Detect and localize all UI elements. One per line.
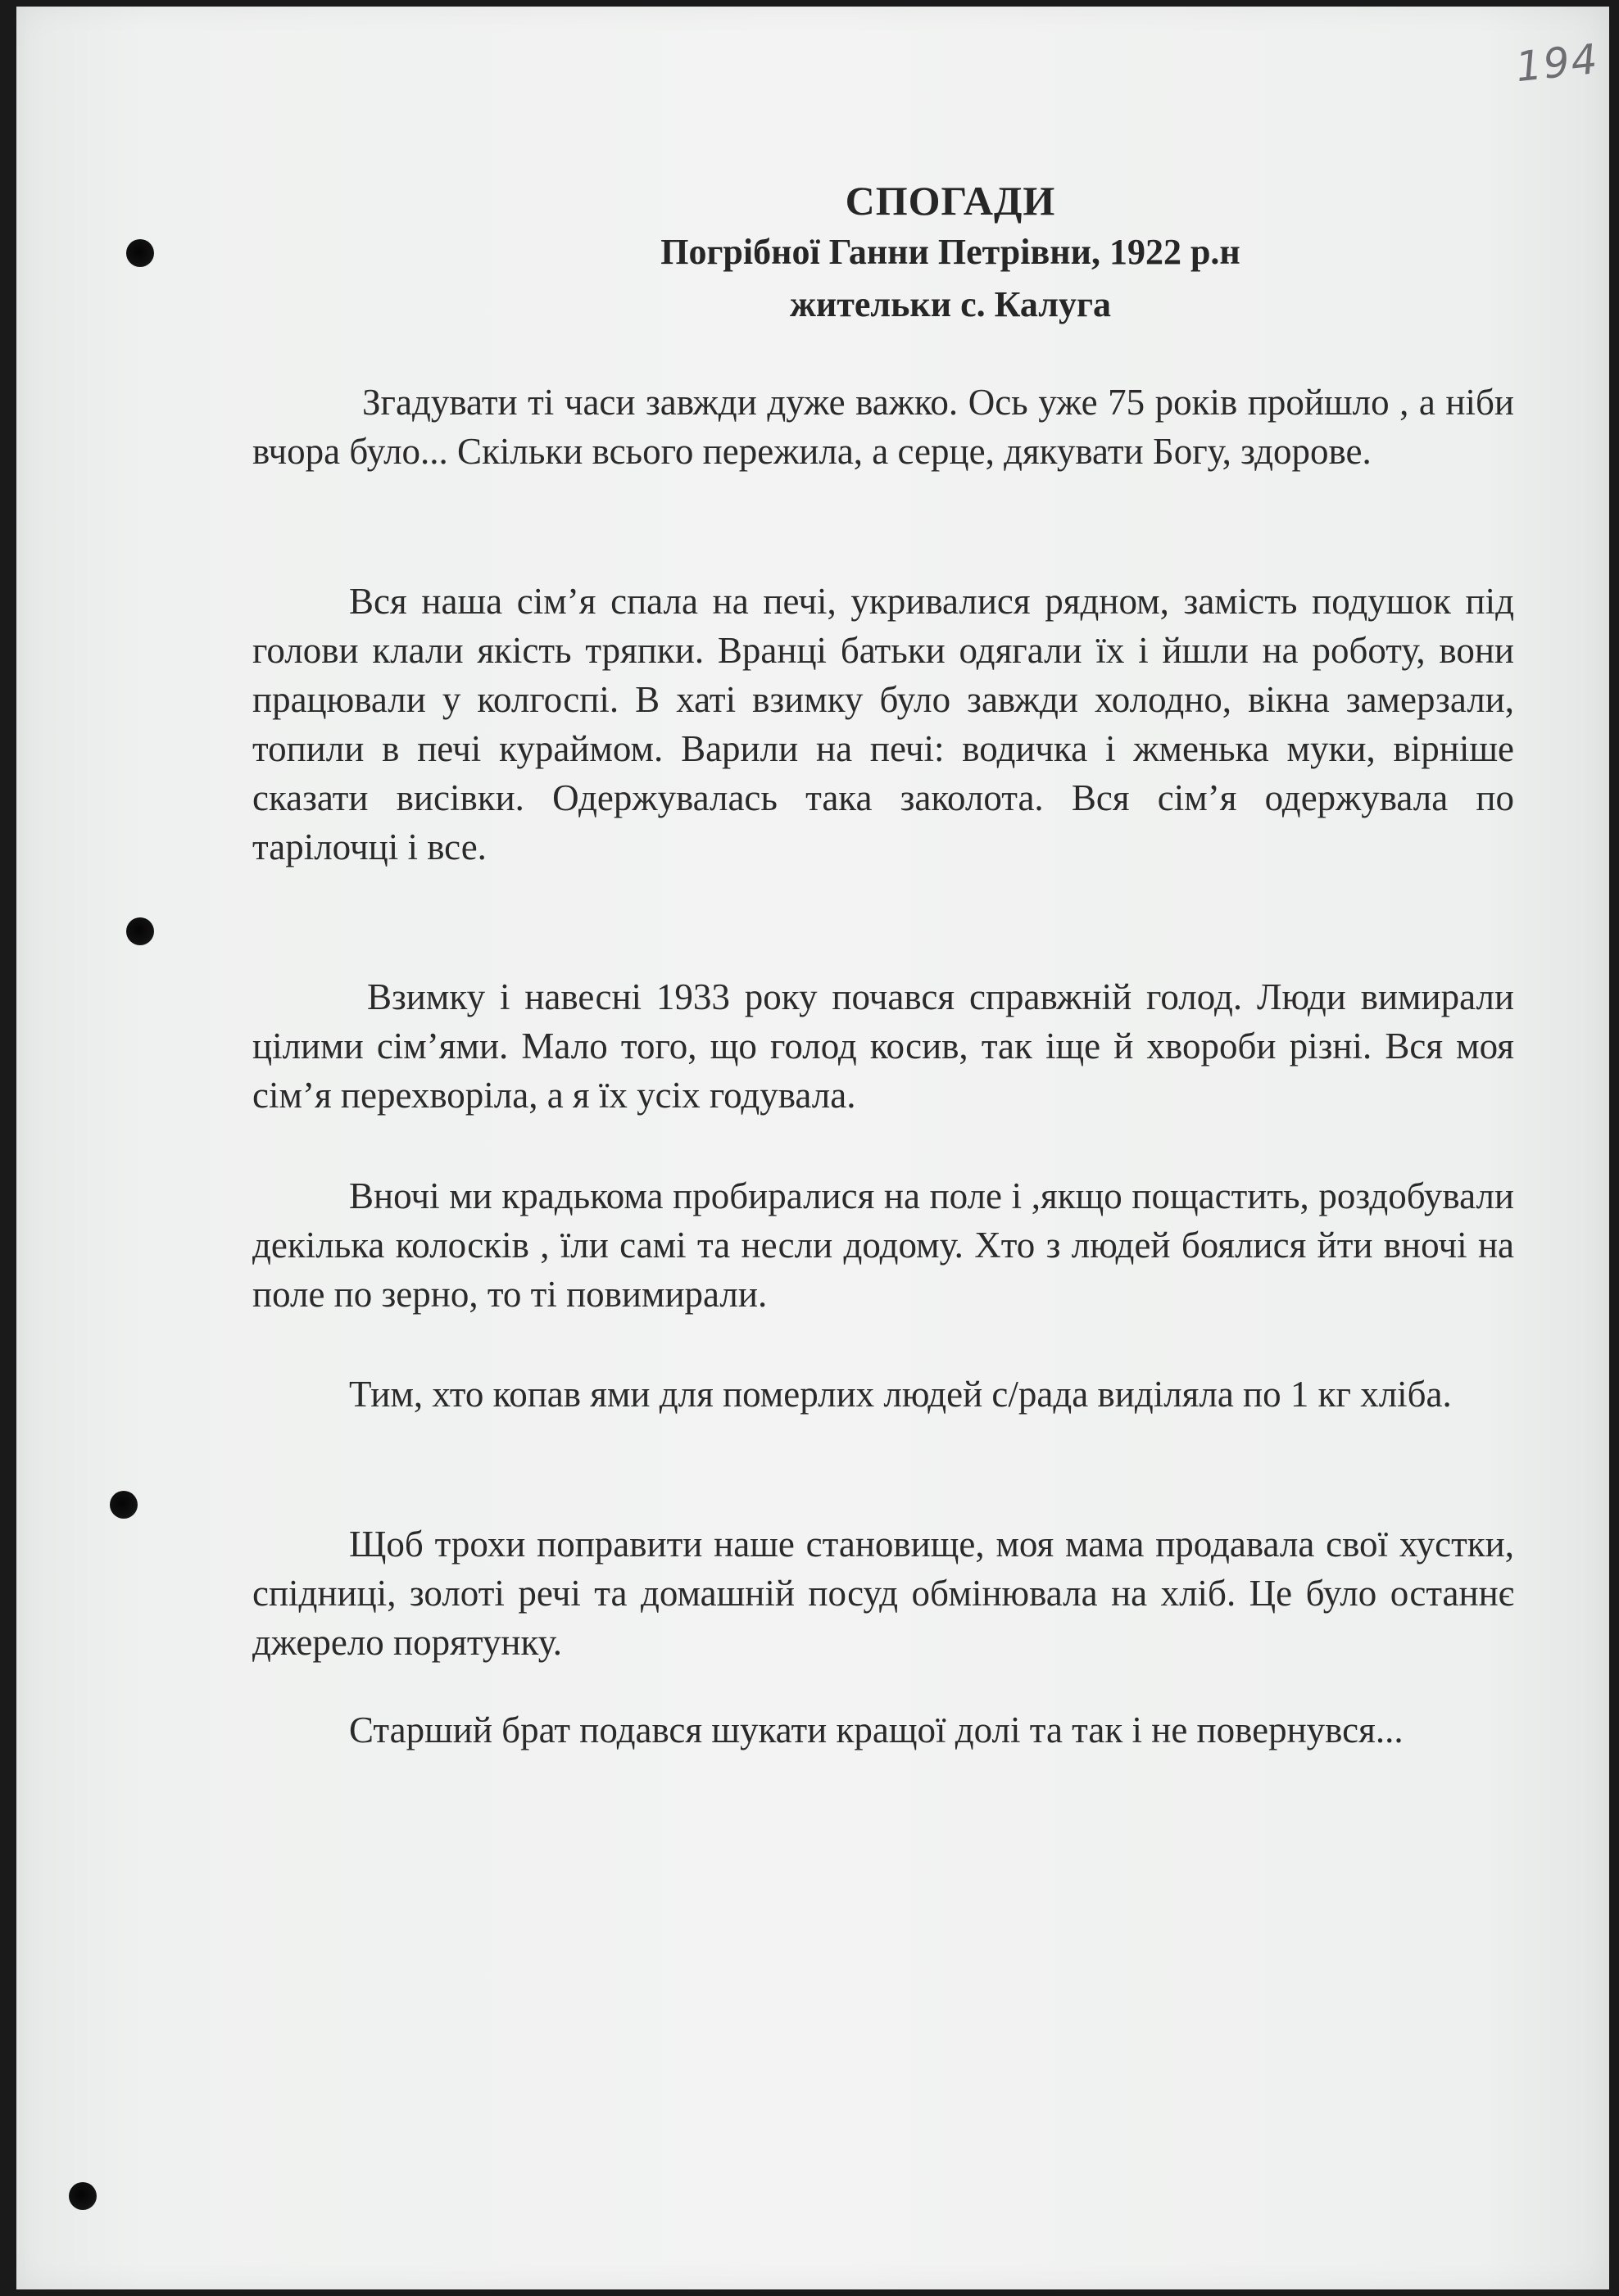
punch-hole [110,1491,138,1519]
paragraph: Тим, хто копав ями для померлих людей с/рада виділяла по 1 кг хліба. [349,1374,1452,1415]
paragraph: Вся наша сім’я спала на печі, укривалися рядном, замість подушок під голови клали якість тряпки. Вранці батьки одягали їх і йшли на роботу, вони працювали у колгоспі. В хаті взимку було завжди холодно, вікна замерзали, топили в печі кураймом. Варили на печі: водичка і жменька муки, вірніше сказати висівки. Одержувалась така заколота. Вся сім’я одержувала по тарілочці і все. [252,581,1514,867]
document-page [16,7,1609,2289]
punch-hole [126,239,154,267]
handwritten-page-number: 194 [1513,34,1602,92]
paragraph: Взимку і навесні 1933 року почався справжній голод. Люди вимирали цілими сім’ями. Мало того, що голод косив, так іще й хвороби різні. Вся моя сім’я перехворіла, а я їх усіх годувала. [252,976,1514,1116]
document-title: СПОГАДИ [845,178,1056,224]
paragraph: Згадувати ті часи завжди дуже важко. Ось уже 75 років пройшло , а ніби вчора було... Скільки всього пережила, а серце, дякувати Богу, здорове. [252,382,1514,472]
residence-line: жительки с. Калуга [790,284,1111,324]
paragraph: Вночі ми крадькома пробиралися на поле і ,якщо пощастить, роздобували декілька колосків , їли самі та несли додому. Хто з людей боялися йти вночі на поле по зерно, то ті повимирали. [252,1175,1514,1315]
punch-hole [126,917,154,945]
author-line: Погрібної Ганни Петрівни, 1922 р.н [660,232,1240,272]
paragraph: Старший брат подався шукати кращої долі та так і не повернувся... [349,1710,1404,1750]
paragraph: Щоб трохи поправити наше становище, моя мама продавала свої хустки, спідниці, золоті речі та домашній посуд обмінювала на хліб. Це було останнє джерело порятунку. [252,1524,1514,1663]
punch-hole [69,2182,97,2210]
